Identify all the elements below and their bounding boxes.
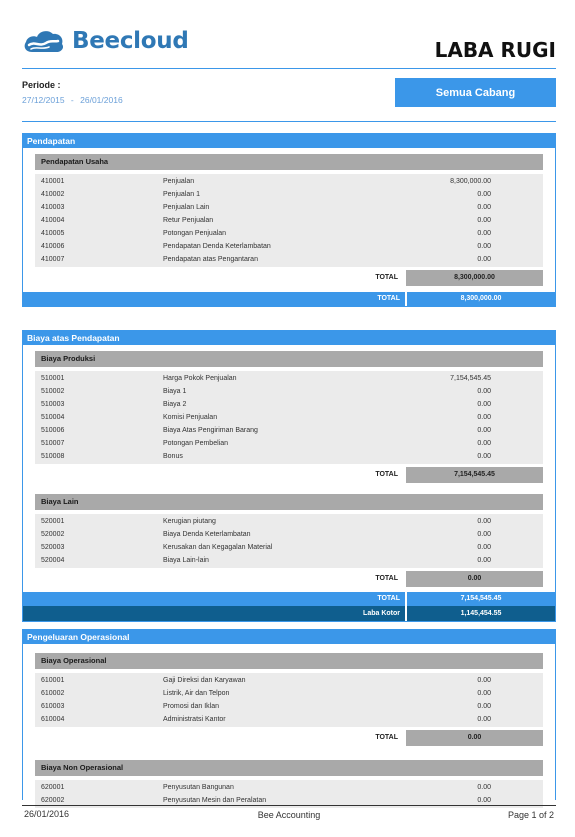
account-list: [35, 780, 543, 808]
account-amount: 0.00: [477, 191, 491, 198]
account-row: [35, 700, 543, 713]
account-row: [35, 437, 543, 450]
account-list: [35, 174, 543, 267]
group-biaya-operasional: [35, 653, 543, 746]
periode-end: 26/01/2016: [80, 95, 123, 105]
account-code: 610001: [41, 677, 65, 684]
section-title: Biaya atas Pendapatan: [23, 331, 555, 345]
section-title: Pendapatan: [23, 134, 555, 148]
account-code: 410001: [41, 178, 65, 185]
account-row: [35, 541, 543, 554]
report-header: [22, 28, 556, 68]
account-name: Promosi dan Iklan: [163, 703, 220, 710]
account-amount: 0.00: [477, 797, 491, 804]
account-code: 410006: [41, 243, 65, 250]
group-total-label: TOTAL: [375, 274, 398, 281]
account-amount: 0.00: [477, 690, 491, 697]
account-code: 520004: [41, 557, 65, 564]
group-total-value: 7,154,545.45: [406, 467, 543, 483]
account-name: Pendapatan Denda Keterlambatan: [163, 243, 271, 250]
group-total: [35, 467, 543, 483]
account-name: Potongan Pembelian: [163, 440, 228, 447]
group-total-label: TOTAL: [375, 575, 398, 582]
account-name: Biaya Denda Keterlambatan: [163, 531, 251, 538]
account-name: Administratsi Kantor: [163, 716, 226, 723]
account-name: Listrik, Air dan Telpon: [163, 690, 230, 697]
account-code: 410007: [41, 256, 65, 263]
account-code: 620002: [41, 797, 65, 804]
group-total: [35, 571, 543, 587]
account-code: 610002: [41, 690, 65, 697]
branch-filter-button[interactable]: Semua Cabang: [395, 78, 556, 107]
account-code: 410005: [41, 230, 65, 237]
group-total-label: TOTAL: [375, 471, 398, 478]
periode-divider: [22, 121, 556, 122]
account-name: Penjualan Lain: [163, 204, 210, 211]
account-row: [35, 227, 543, 240]
account-name: Harga Pokok Penjualan: [163, 375, 237, 382]
group-total: [35, 270, 543, 286]
cloud-icon: [22, 28, 66, 54]
periode-range: [22, 95, 127, 105]
account-amount: 0.00: [477, 557, 491, 564]
account-amount: 0.00: [477, 217, 491, 224]
group-total-label: TOTAL: [375, 734, 398, 741]
footer-date: 26/01/2016: [24, 809, 70, 819]
section-pendapatan: [22, 133, 556, 307]
account-amount: 0.00: [477, 401, 491, 408]
account-row: [35, 201, 543, 214]
account-row: [35, 372, 543, 385]
account-row: [35, 713, 543, 726]
account-code: 620001: [41, 784, 65, 791]
group-biaya-produksi: [35, 351, 543, 483]
account-row: [35, 687, 543, 700]
account-code: 410002: [41, 191, 65, 198]
account-code: 510003: [41, 401, 65, 408]
footer-app-name: Bee Accounting: [257, 810, 321, 820]
periode-separator: -: [70, 95, 74, 105]
account-name: Penyusutan Mesin dan Peralatan: [163, 797, 267, 804]
header-divider: [22, 68, 556, 69]
account-amount: 0.00: [477, 453, 491, 460]
account-row: [35, 240, 543, 253]
account-row: [35, 515, 543, 528]
group-title: Biaya Non Operasional: [35, 760, 543, 776]
periode-label: Periode :: [22, 80, 61, 90]
section-total-value: 8,300,000.00: [405, 292, 555, 306]
account-row: [35, 450, 543, 463]
account-row: [35, 175, 543, 188]
account-row: [35, 674, 543, 687]
group-total-value: 0.00: [406, 571, 543, 587]
section-total-label: TOTAL: [377, 295, 400, 302]
account-code: 510006: [41, 427, 65, 434]
account-amount: 0.00: [477, 716, 491, 723]
account-code: 510004: [41, 414, 65, 421]
account-list: [35, 514, 543, 568]
footer-divider: [22, 805, 556, 806]
account-amount: 0.00: [477, 703, 491, 710]
group-title: Pendapatan Usaha: [35, 154, 543, 170]
laba-kotor-row: [23, 606, 555, 621]
account-code: 410004: [41, 217, 65, 224]
account-row: [35, 385, 543, 398]
account-code: 610004: [41, 716, 65, 723]
account-code: 510001: [41, 375, 65, 382]
periode-start: 27/12/2015: [22, 95, 65, 105]
account-amount: 0.00: [477, 230, 491, 237]
account-name: Biaya Atas Pengiriman Barang: [163, 427, 258, 434]
account-name: Kerugian piutang: [163, 518, 216, 525]
group-title: Biaya Operasional: [35, 653, 543, 669]
account-amount: 0.00: [477, 414, 491, 421]
account-amount: 0.00: [477, 256, 491, 263]
section-total: [23, 292, 555, 306]
account-amount: 0.00: [477, 784, 491, 791]
account-name: Biaya Lain-lain: [163, 557, 209, 564]
section-total-label: TOTAL: [377, 595, 400, 602]
group-title: Biaya Produksi: [35, 351, 543, 367]
account-row: [35, 781, 543, 794]
account-code: 410003: [41, 204, 65, 211]
account-name: Gaji Direksi dan Karyawan: [163, 677, 246, 684]
brand-logo: [22, 28, 189, 54]
footer-page-number: Page 1 of 2: [507, 810, 554, 820]
account-row: [35, 188, 543, 201]
account-name: Biaya 1: [163, 388, 187, 395]
account-amount: 0.00: [477, 204, 491, 211]
account-name: Penjualan: [163, 178, 195, 185]
account-amount: 0.00: [477, 531, 491, 538]
section-pengeluaran-operasional: [22, 629, 556, 804]
account-list: [35, 371, 543, 464]
account-list: [35, 673, 543, 727]
group-biaya-lain: [35, 494, 543, 587]
account-code: 520003: [41, 544, 65, 551]
laba-kotor-value: 1,145,454.55: [405, 606, 555, 621]
account-name: Penjualan 1: [163, 191, 200, 198]
account-name: Biaya 2: [163, 401, 187, 408]
account-name: Kerusakan dan Kegagalan Material: [163, 544, 273, 551]
account-code: 610003: [41, 703, 65, 710]
account-row: [35, 424, 543, 437]
account-amount: 7,154,545.45: [450, 375, 491, 382]
page-footer: [22, 809, 556, 823]
account-amount: 0.00: [477, 518, 491, 525]
account-row: [35, 253, 543, 266]
account-amount: 0.00: [477, 677, 491, 684]
account-row: [35, 554, 543, 567]
account-name: Bonus: [163, 453, 183, 460]
laba-kotor-label: Laba Kotor: [363, 610, 400, 617]
section-total-value: 7,154,545.45: [405, 592, 555, 606]
account-amount: 0.00: [477, 243, 491, 250]
account-code: 510002: [41, 388, 65, 395]
account-name: Retur Penjualan: [163, 217, 214, 224]
account-row: [35, 398, 543, 411]
account-code: 510007: [41, 440, 65, 447]
section-title: Pengeluaran Operasional: [23, 630, 555, 644]
account-code: 520001: [41, 518, 65, 525]
account-row: [35, 214, 543, 227]
group-total: [35, 730, 543, 746]
account-name: Penyusutan Bangunan: [163, 784, 234, 791]
section-total: [23, 592, 555, 606]
account-name: Komisi Penjualan: [163, 414, 218, 421]
account-amount: 0.00: [477, 544, 491, 551]
report-title: LABA RUGI: [434, 38, 556, 62]
account-amount: 0.00: [477, 388, 491, 395]
brand-name: Beecloud: [72, 28, 189, 54]
account-amount: 8,300,000.00: [450, 178, 491, 185]
group-title: Biaya Lain: [35, 494, 543, 510]
account-name: Pendapatan atas Pengantaran: [163, 256, 258, 263]
group-biaya-non-operasional: [35, 760, 543, 808]
section-biaya-atas-pendapatan: [22, 330, 556, 622]
account-row: [35, 411, 543, 424]
account-row: [35, 528, 543, 541]
account-amount: 0.00: [477, 440, 491, 447]
account-name: Potongan Penjualan: [163, 230, 227, 237]
group-total-value: 0.00: [406, 730, 543, 746]
group-pendapatan-usaha: [35, 154, 543, 286]
account-amount: 0.00: [477, 427, 491, 434]
group-total-value: 8,300,000.00: [406, 270, 543, 286]
account-code: 510008: [41, 453, 65, 460]
account-code: 520002: [41, 531, 65, 538]
